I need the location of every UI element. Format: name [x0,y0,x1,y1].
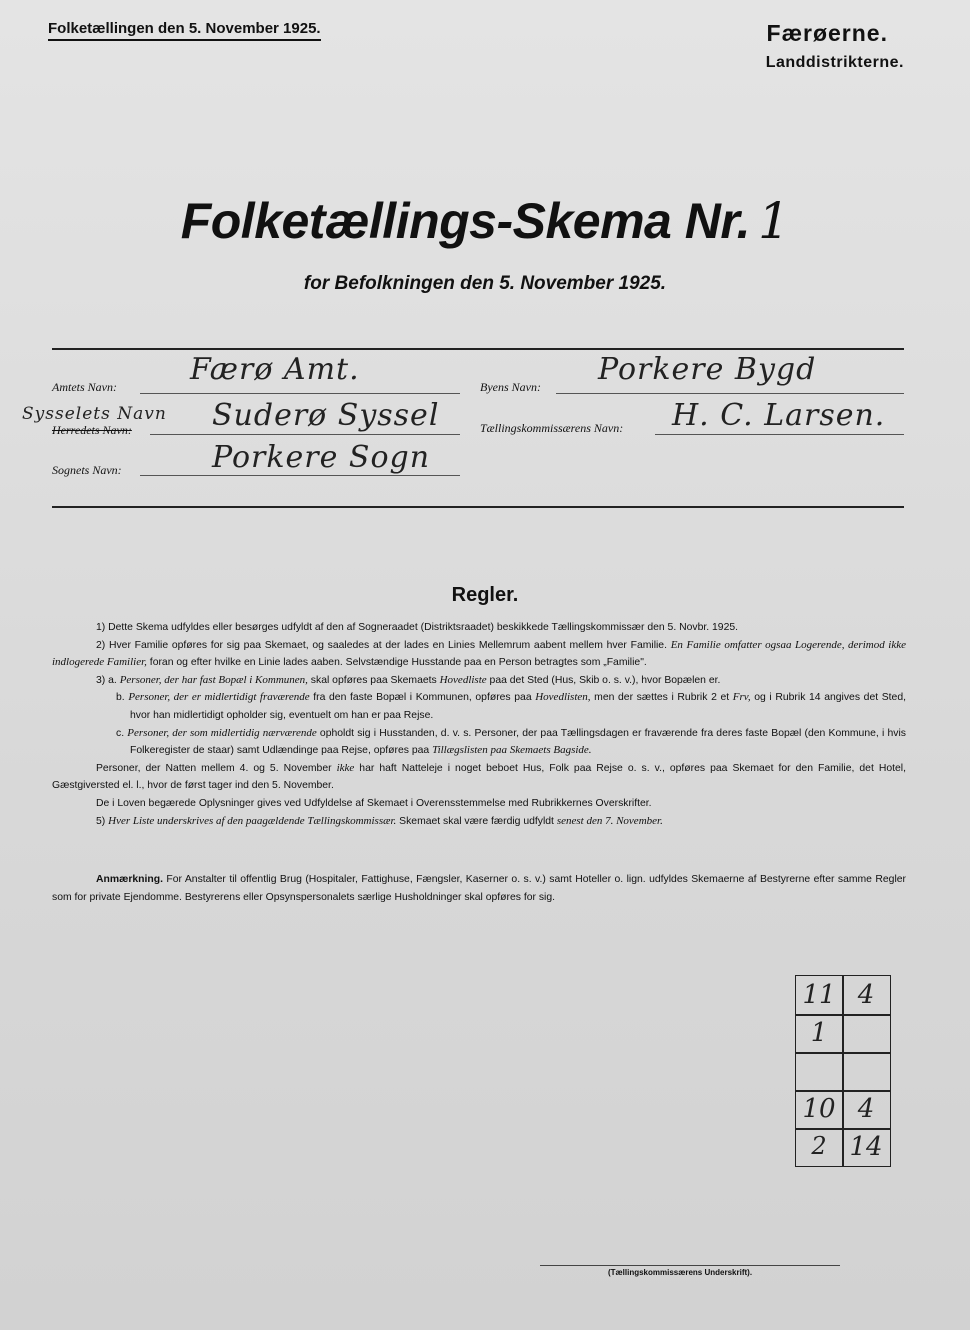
rule-2-italic: En Familie omfatter ogsaa Logerende, derimod ikke indlogerede Familier, [52,638,906,669]
region-title: Færøerne. [766,20,888,46]
tally-cell: 11 [802,980,836,1010]
rule-3b [52,689,906,724]
rule-3b-mid-2: men der sættes i Rubrik 2 et [590,692,733,704]
remark-text: For Anstalter til offentlig Brug (Hospitaler, Fattighuse, Fængsler, Kaserner o. s. v.) samt Hoteller o. lign. udfyldes Skemaerne af Bestyrerne efter samme Regler som for private Ejendomme. Bestyrerens eller Opsynspersonalets særlige Husholdninger skal opføres for sig. [52,874,906,903]
rule-3c-italic-2: Tillægslisten paa Skemaets Bagside. [432,744,592,757]
tally-cell: 4 [857,1094,875,1124]
rule-5-italic-2: senest den 7. November. [556,814,663,827]
sogn-label: Sognets Navn: [52,463,122,477]
rule-3a-end: paa det Sted (Hus, Skib o. s. v.), hvor Bopælen er. [486,674,721,686]
signature-line [540,1265,840,1266]
form-number-handwritten: 1 [757,192,790,250]
top-rule [52,348,904,350]
by-underline [556,393,904,394]
rule-night-end: har haft Natteleje i noget beboet Hus, Folk paa Rejse o. s. v., opføres paa Skemaet for den Familie, det Hotel, Gæstgiversted el. l., hvor de først tager ind den 5. November. [52,762,906,792]
rules-heading: Regler. [451,584,519,606]
herred-label: Herredets Navn: [52,423,132,437]
amt-label: Amtets Navn: [52,380,117,394]
rule-5-italic: Hver Liste underskrives af den paagældende Tællingskommissær. [108,814,397,827]
rule-1: 1) Dette Skema udfyldes eller besørges udfyldt af den af Sogneraadet (Distriktsraadet) beskikkede Tællingskommissær den 5. Novbr. 1925. [96,622,739,633]
bottom-rule [52,506,904,508]
rule-3a-mid: skal opføres paa Skemaets [307,674,440,686]
rule-3a-prefix: 3) a. [96,674,120,686]
kommissaer-label: Tællingskommissærens Navn: [480,421,624,435]
rule-3a-italic: Personer, der har fast Bopæl i Kommunen, [119,673,308,686]
sogn-value: Porkere Sogn [212,440,431,475]
census-date-header: Folketællingen den 5. November 1925. [48,20,321,41]
rule-5 [52,813,906,831]
by-label: Byens Navn: [480,380,541,394]
amt-value: Færø Amt. [190,352,360,387]
rules-body [52,619,906,830]
herred-underline [150,434,460,435]
rule-3b-italic-2: Hovedlisten, [535,691,591,704]
rule-3c-italic: Personer, der som midlertidig nærværende [127,726,317,739]
rule-2-text: 2) Hver Familie opføres for sig paa Skemaet, og saaledes at der lades en Linies Mellemrum aabent mellem hver Familie. [96,639,671,651]
rule-night-prefix: Personer, der Natten mellem 4. og 5. November [96,762,337,774]
amt-underline [140,393,460,394]
tally-grid-row-line [796,1014,890,1016]
rule-2 [52,637,906,672]
rule-3c-mid: opholdt sig i Husstanden, d. v. s. Personer, der paa Tællingsdagen er fraværende fra deres faste Bopæl (den Kommune, i hvis Folkeregister de staar) samt Udlændinge paa Rejse, opføres paa [130,727,906,757]
tally-cell: 14 [849,1132,883,1162]
tally-cell: 10 [802,1094,836,1124]
rule-3b-italic: Personer, der er midlertidigt fraværende [128,691,310,704]
remark-label: Anmærkning. [96,874,163,885]
rule-3b-end: og i Rubrik 14 angives det Sted, hvor han midlertidigt opholder sig, eventuelt om han er paa Rejse. [130,692,906,721]
rule-2-text-end: foran og efter hvilke en Linie lades aaben. Selvstændige Husstande paa en Person betragtes som „Familie". [146,657,647,669]
rule-3a [52,672,906,690]
rule-3c-prefix: c. [116,727,128,739]
rule-3b-mid: fra den faste Bopæl i Kommunen, opføres paa [309,692,536,704]
rule-3b-italic-3: Frv, [732,691,751,704]
tally-grid-row-line [796,1128,890,1130]
form-title [0,192,970,250]
region-subtitle: Landdistrikterne. [765,54,904,71]
tally-grid-row-line [796,1052,890,1054]
kommissaer-value: H. C. Larsen. [672,398,886,433]
tally-cell: 4 [857,980,875,1010]
herred-value: Suderø Syssel [212,398,440,433]
rule-5-mid: Skemaet skal være færdig udfyldt [396,815,557,827]
rule-5-prefix: 5) [96,815,109,827]
signature-caption: (Tællingskommissærens Underskrift). [608,1268,753,1277]
form-subtitle: for Befolkningen den 5. November 1925. [303,273,667,294]
kommissaer-underline [655,434,904,435]
tally-cell: 2 [811,1132,827,1160]
remark [52,871,906,907]
rule-3b-prefix: b. [116,692,129,704]
tally-grid [795,975,891,1167]
herred-handwritten-correction: Sysselets Navn [22,404,167,424]
by-value: Porkere Bygd [598,352,817,387]
sogn-underline [140,475,460,476]
form-title-text: Folketællings-Skema Nr. [180,193,750,249]
tally-cell: 1 [810,1018,828,1048]
rule-3a-italic-2: Hovedliste [439,673,487,686]
rule-3c [52,725,906,760]
tally-grid-row-line [796,1090,890,1092]
rule-night [52,760,906,795]
rule-night-italic: ikke [336,761,355,774]
rule-law: De i Loven begærede Oplysninger gives ved Udfyldelse af Skemaet i Overensstemmelse med Rubrikkernes Overskrifter. [96,797,652,809]
